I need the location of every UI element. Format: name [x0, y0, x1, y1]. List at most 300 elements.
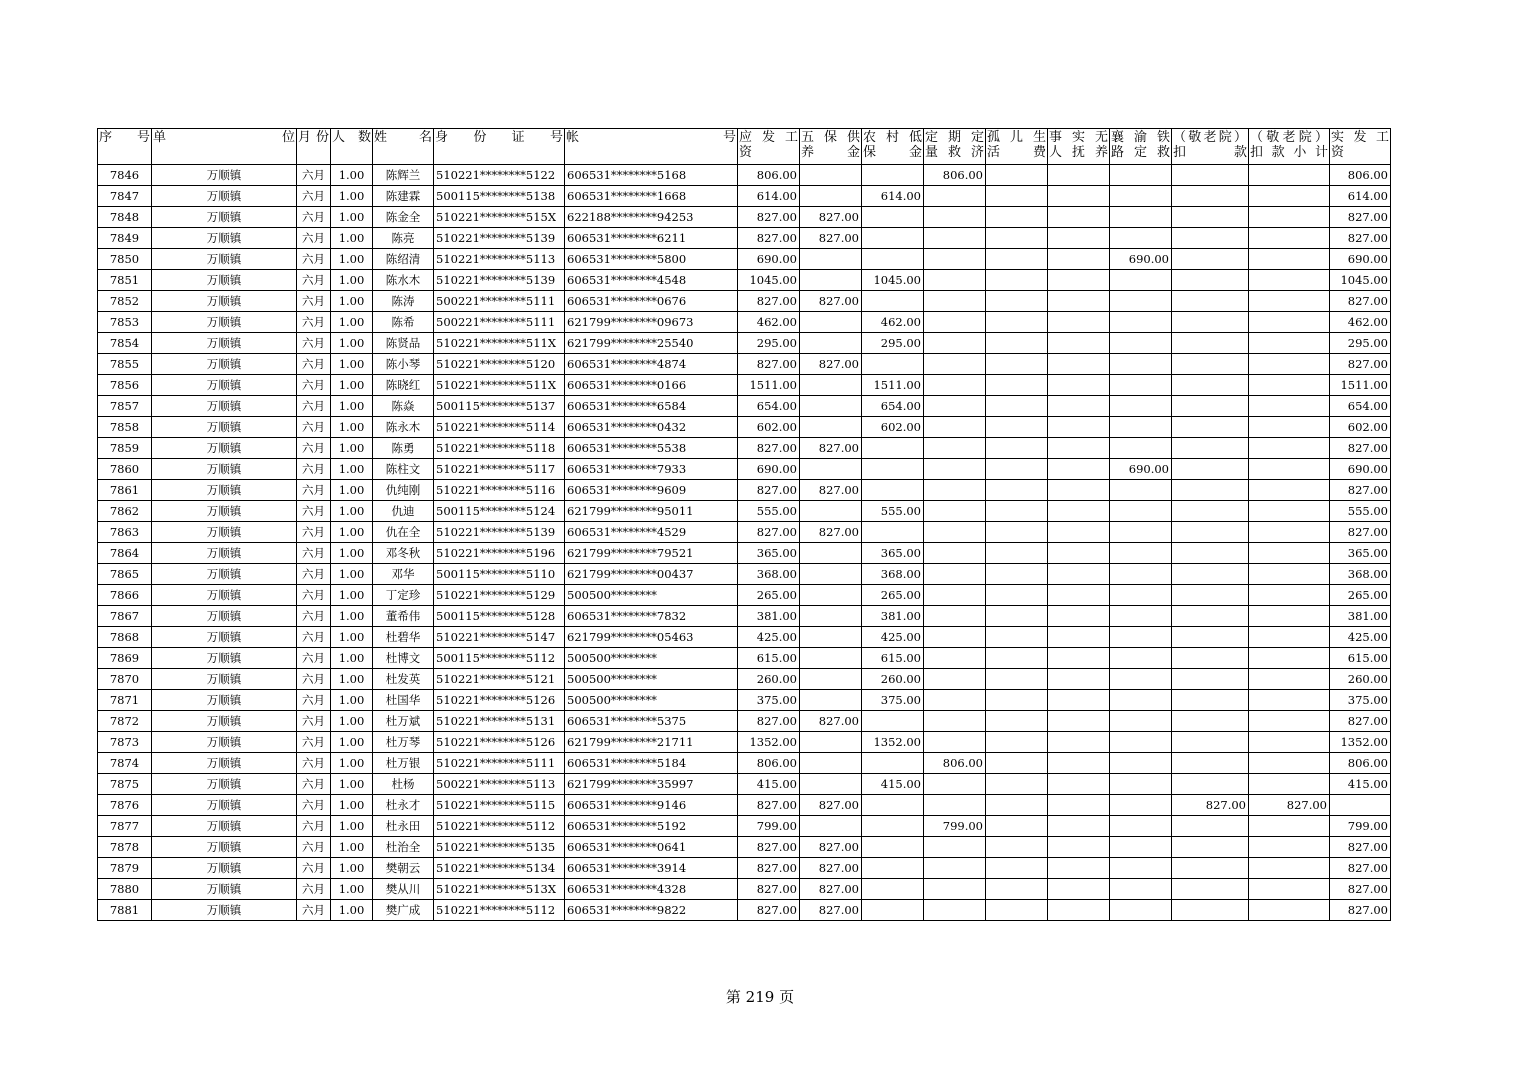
table-cell [800, 459, 862, 480]
table-cell: 7857 [98, 396, 152, 417]
table-cell: 295.00 [1330, 333, 1391, 354]
column-header [800, 129, 862, 165]
table-cell [800, 606, 862, 627]
table-cell: 杜万银 [373, 753, 434, 774]
table-cell [1048, 480, 1110, 501]
table-cell: 六月 [297, 459, 331, 480]
table-cell [862, 816, 924, 837]
table-row [98, 606, 1391, 627]
table-cell: 六月 [297, 228, 331, 249]
table-cell [1110, 795, 1172, 816]
table-cell [1048, 228, 1110, 249]
table-cell: 杜万斌 [373, 711, 434, 732]
table-cell: 827.00 [1249, 795, 1330, 816]
table-cell: 368.00 [1330, 564, 1391, 585]
table-cell: 陈勇 [373, 438, 434, 459]
table-cell: 510221********5129 [434, 585, 565, 606]
table-cell: 1.00 [331, 312, 373, 333]
table-cell: 1.00 [331, 228, 373, 249]
table-cell [1110, 774, 1172, 795]
table-row [98, 165, 1391, 186]
table-cell [1048, 165, 1110, 186]
table-cell [924, 186, 986, 207]
table-cell [1172, 900, 1249, 921]
table-cell: 690.00 [1330, 459, 1391, 480]
table-cell [862, 354, 924, 375]
column-header-label: 实 发 工 [1331, 130, 1389, 145]
table-cell [1249, 270, 1330, 291]
table-cell [1048, 417, 1110, 438]
table-cell: 827.00 [738, 522, 800, 543]
column-header-sublabel: 路 定 救 [1111, 145, 1170, 160]
table-cell: 陈水木 [373, 270, 434, 291]
table-cell: 万顺镇 [152, 396, 297, 417]
table-cell [1110, 837, 1172, 858]
table-cell [924, 480, 986, 501]
table-cell: 六月 [297, 186, 331, 207]
table-cell: 1.00 [331, 627, 373, 648]
table-cell: 万顺镇 [152, 501, 297, 522]
table-cell [986, 186, 1048, 207]
table-cell [986, 417, 1048, 438]
table-cell: 368.00 [862, 564, 924, 585]
table-cell [924, 858, 986, 879]
table-cell [1110, 270, 1172, 291]
table-cell: 415.00 [738, 774, 800, 795]
table-cell: 827.00 [800, 900, 862, 921]
table-cell [800, 249, 862, 270]
table-cell: 827.00 [800, 879, 862, 900]
table-cell [1249, 564, 1330, 585]
table-cell: 1.00 [331, 333, 373, 354]
table-cell: 606531********6211 [565, 228, 738, 249]
table-cell: 621799********35997 [565, 774, 738, 795]
table-cell [1172, 438, 1249, 459]
table-row [98, 900, 1391, 921]
table-row [98, 858, 1391, 879]
table-cell [1110, 438, 1172, 459]
column-header-label: （敬老院） [1173, 130, 1247, 145]
table-cell [800, 165, 862, 186]
column-header-label: 襄 渝 铁 [1111, 130, 1170, 145]
table-cell: 六月 [297, 879, 331, 900]
table-cell [1048, 564, 1110, 585]
table-cell: 7860 [98, 459, 152, 480]
table-cell: 827.00 [738, 795, 800, 816]
table-cell [1249, 879, 1330, 900]
table-cell [924, 606, 986, 627]
table-cell [924, 522, 986, 543]
table-cell: 500500******** [565, 585, 738, 606]
table-cell [1048, 732, 1110, 753]
table-cell: 万顺镇 [152, 648, 297, 669]
table-cell [800, 732, 862, 753]
table-cell [1048, 753, 1110, 774]
table-cell [924, 459, 986, 480]
table-cell [986, 291, 1048, 312]
table-cell [986, 669, 1048, 690]
table-cell: 1511.00 [1330, 375, 1391, 396]
table-cell [1249, 858, 1330, 879]
table-cell: 1352.00 [862, 732, 924, 753]
table-cell: 1.00 [331, 648, 373, 669]
table-cell: 827.00 [1330, 480, 1391, 501]
table-cell: 万顺镇 [152, 879, 297, 900]
table-cell: 7873 [98, 732, 152, 753]
table-row [98, 438, 1391, 459]
table-cell: 415.00 [862, 774, 924, 795]
table-cell: 樊朝云 [373, 858, 434, 879]
table-cell: 六月 [297, 858, 331, 879]
column-header-label: 农 村 低 [863, 130, 922, 145]
table-cell: 六月 [297, 438, 331, 459]
table-cell [1110, 627, 1172, 648]
table-cell: 陈建霖 [373, 186, 434, 207]
table-cell: 827.00 [738, 837, 800, 858]
table-cell [924, 627, 986, 648]
table-cell [862, 795, 924, 816]
table-cell [986, 690, 1048, 711]
table-cell [1110, 900, 1172, 921]
table-cell: 425.00 [738, 627, 800, 648]
table-row [98, 816, 1391, 837]
column-header [1330, 129, 1391, 165]
table-cell: 7875 [98, 774, 152, 795]
table-cell: 375.00 [862, 690, 924, 711]
column-header [1172, 129, 1249, 165]
column-header-label: 定 期 定 [925, 130, 984, 145]
table-cell [986, 228, 1048, 249]
table-cell: 六月 [297, 900, 331, 921]
table-cell: 陈贤品 [373, 333, 434, 354]
table-cell [800, 396, 862, 417]
table-cell: 1.00 [331, 669, 373, 690]
table-cell [1110, 312, 1172, 333]
table-cell [1172, 564, 1249, 585]
table-cell: 806.00 [1330, 753, 1391, 774]
table-cell [986, 753, 1048, 774]
table-cell: 615.00 [862, 648, 924, 669]
table-cell: 606531********5184 [565, 753, 738, 774]
table-cell [862, 459, 924, 480]
table-cell [986, 837, 1048, 858]
column-header [862, 129, 924, 165]
table-cell: 六月 [297, 396, 331, 417]
table-cell [924, 501, 986, 522]
table-cell: 510221********5112 [434, 900, 565, 921]
table-cell: 六月 [297, 837, 331, 858]
column-header-sublabel: 保 金 [863, 145, 922, 160]
table-cell: 690.00 [738, 249, 800, 270]
table-cell: 602.00 [738, 417, 800, 438]
table-cell: 806.00 [738, 165, 800, 186]
table-cell: 614.00 [738, 186, 800, 207]
table-cell: 555.00 [862, 501, 924, 522]
table-cell [1172, 459, 1249, 480]
column-header [1110, 129, 1172, 165]
table-cell [1048, 585, 1110, 606]
table-cell: 500221********5113 [434, 774, 565, 795]
table-cell: 六月 [297, 774, 331, 795]
table-cell [924, 732, 986, 753]
table-cell: 265.00 [738, 585, 800, 606]
table-cell [862, 438, 924, 459]
table-cell: 7846 [98, 165, 152, 186]
table-cell: 606531********4874 [565, 354, 738, 375]
table-cell [1172, 396, 1249, 417]
table-cell [1249, 585, 1330, 606]
table-cell [924, 774, 986, 795]
table-cell [1110, 522, 1172, 543]
table-cell [1110, 732, 1172, 753]
table-cell: 827.00 [800, 480, 862, 501]
column-header-label: 五 保 供 [801, 130, 860, 145]
table-cell [1048, 522, 1110, 543]
table-cell: 万顺镇 [152, 858, 297, 879]
table-cell: 827.00 [1330, 837, 1391, 858]
table-cell: 510221********5126 [434, 732, 565, 753]
column-header [738, 129, 800, 165]
table-cell: 六月 [297, 816, 331, 837]
column-header-sublabel: 资 [1331, 145, 1345, 160]
table-cell: 万顺镇 [152, 606, 297, 627]
table-cell: 606531********5800 [565, 249, 738, 270]
table-cell [924, 900, 986, 921]
table-cell: 500115********5124 [434, 501, 565, 522]
table-cell: 606531********9146 [565, 795, 738, 816]
table-cell [1110, 753, 1172, 774]
table-cell: 7855 [98, 354, 152, 375]
table-row [98, 627, 1391, 648]
table-cell: 827.00 [800, 354, 862, 375]
table-cell: 六月 [297, 165, 331, 186]
table-cell: 425.00 [1330, 627, 1391, 648]
table-cell: 7847 [98, 186, 152, 207]
table-cell [1172, 312, 1249, 333]
table-cell: 陈绍清 [373, 249, 434, 270]
table-cell [1110, 858, 1172, 879]
column-header-label: （敬老院） [1250, 130, 1328, 145]
table-cell: 606531********9822 [565, 900, 738, 921]
column-header-label: 应 发 工 [739, 130, 798, 145]
table-row [98, 333, 1391, 354]
table-cell: 万顺镇 [152, 627, 297, 648]
table-cell: 万顺镇 [152, 732, 297, 753]
table-cell: 1511.00 [738, 375, 800, 396]
table-cell: 1352.00 [738, 732, 800, 753]
table-cell: 827.00 [1330, 900, 1391, 921]
table-cell [1110, 816, 1172, 837]
table-cell [1172, 354, 1249, 375]
table-cell [1249, 774, 1330, 795]
table-cell: 7867 [98, 606, 152, 627]
table-cell [1249, 900, 1330, 921]
table-cell [924, 795, 986, 816]
table-cell: 365.00 [738, 543, 800, 564]
table-cell: 806.00 [924, 165, 986, 186]
table-cell [1110, 291, 1172, 312]
table-cell: 827.00 [1330, 354, 1391, 375]
table-cell: 806.00 [1330, 165, 1391, 186]
table-cell [986, 501, 1048, 522]
column-header-sublabel: 扣 款 小 计 [1250, 145, 1328, 160]
table-cell [986, 606, 1048, 627]
table-cell: 606531********5192 [565, 816, 738, 837]
table-cell: 1.00 [331, 270, 373, 291]
table-cell [862, 249, 924, 270]
table-cell: 六月 [297, 312, 331, 333]
column-header-sublabel: 人 抚 养 [1049, 145, 1108, 160]
table-cell [1110, 165, 1172, 186]
table-cell [1249, 627, 1330, 648]
table-cell: 555.00 [738, 501, 800, 522]
table-cell: 827.00 [738, 291, 800, 312]
table-cell: 万顺镇 [152, 753, 297, 774]
table-cell [924, 690, 986, 711]
table-cell: 621799********21711 [565, 732, 738, 753]
table-cell [1172, 627, 1249, 648]
table-cell: 万顺镇 [152, 228, 297, 249]
table-cell: 827.00 [738, 480, 800, 501]
table-cell: 7871 [98, 690, 152, 711]
table-cell: 六月 [297, 354, 331, 375]
table-cell [1172, 879, 1249, 900]
table-cell: 1.00 [331, 543, 373, 564]
column-header [98, 129, 152, 165]
table-cell [1172, 732, 1249, 753]
table-cell: 万顺镇 [152, 900, 297, 921]
table-cell [924, 564, 986, 585]
table-cell: 杜治全 [373, 837, 434, 858]
table-cell [1048, 438, 1110, 459]
column-header [331, 129, 373, 165]
table-cell: 1.00 [331, 711, 373, 732]
table-cell: 500115********5128 [434, 606, 565, 627]
table-cell: 万顺镇 [152, 165, 297, 186]
table-cell: 827.00 [1330, 291, 1391, 312]
table-cell [800, 648, 862, 669]
column-header-sublabel: 养 金 [801, 145, 860, 160]
table-cell: 606531********7832 [565, 606, 738, 627]
table-cell: 仇在全 [373, 522, 434, 543]
table-row [98, 312, 1391, 333]
table-cell: 500500******** [565, 669, 738, 690]
table-cell: 7851 [98, 270, 152, 291]
table-cell: 690.00 [738, 459, 800, 480]
table-cell: 1.00 [331, 522, 373, 543]
table-cell [1048, 606, 1110, 627]
table-cell: 827.00 [800, 438, 862, 459]
table-row [98, 522, 1391, 543]
table-cell: 六月 [297, 711, 331, 732]
table-cell: 500500******** [565, 648, 738, 669]
table-row [98, 732, 1391, 753]
table-cell [1172, 501, 1249, 522]
table-row [98, 753, 1391, 774]
table-cell: 六月 [297, 270, 331, 291]
table-cell [862, 879, 924, 900]
table-cell [1249, 459, 1330, 480]
table-cell: 万顺镇 [152, 690, 297, 711]
table-cell: 606531********0676 [565, 291, 738, 312]
table-cell [1172, 837, 1249, 858]
table-cell [924, 879, 986, 900]
table-cell [862, 837, 924, 858]
table-cell: 1.00 [331, 249, 373, 270]
table-cell: 510221********511X [434, 333, 565, 354]
table-cell: 万顺镇 [152, 816, 297, 837]
table-cell [1249, 669, 1330, 690]
column-header [565, 129, 738, 165]
table-cell: 万顺镇 [152, 354, 297, 375]
table-cell: 510221********5116 [434, 480, 565, 501]
table-cell: 万顺镇 [152, 669, 297, 690]
table-cell [800, 753, 862, 774]
table-cell [1172, 249, 1249, 270]
table-cell: 杜永才 [373, 795, 434, 816]
table-cell [1048, 396, 1110, 417]
table-cell [1172, 186, 1249, 207]
table-cell: 415.00 [1330, 774, 1391, 795]
table-cell: 606531********5538 [565, 438, 738, 459]
table-cell: 1.00 [331, 207, 373, 228]
table-cell [986, 312, 1048, 333]
table-cell: 1045.00 [1330, 270, 1391, 291]
table-cell: 万顺镇 [152, 711, 297, 732]
table-cell [862, 480, 924, 501]
table-cell: 365.00 [862, 543, 924, 564]
table-cell: 1352.00 [1330, 732, 1391, 753]
table-cell: 827.00 [1330, 522, 1391, 543]
table-cell [800, 543, 862, 564]
table-cell: 827.00 [800, 795, 862, 816]
table-row [98, 669, 1391, 690]
table-cell [1048, 690, 1110, 711]
table-cell [986, 732, 1048, 753]
table-cell: 六月 [297, 753, 331, 774]
table-cell [924, 207, 986, 228]
table-cell: 606531********7933 [565, 459, 738, 480]
table-cell [1249, 711, 1330, 732]
table-cell [1172, 333, 1249, 354]
table-cell: 510221********5139 [434, 270, 565, 291]
table-cell [1048, 816, 1110, 837]
table-cell: 365.00 [1330, 543, 1391, 564]
table-row [98, 207, 1391, 228]
table-cell [1110, 543, 1172, 564]
table-cell: 万顺镇 [152, 564, 297, 585]
table-cell: 606531********5375 [565, 711, 738, 732]
table-cell [1048, 858, 1110, 879]
table-cell: 7869 [98, 648, 152, 669]
table-header [98, 129, 1391, 165]
table-row [98, 543, 1391, 564]
table-cell [1048, 375, 1110, 396]
table-cell [1172, 753, 1249, 774]
table-cell [986, 774, 1048, 795]
table-cell: 万顺镇 [152, 837, 297, 858]
table-cell: 621799********00437 [565, 564, 738, 585]
table-cell [1110, 228, 1172, 249]
table-cell: 1.00 [331, 900, 373, 921]
table-cell [1249, 417, 1330, 438]
table-cell [1048, 249, 1110, 270]
header-row [98, 129, 1391, 165]
table-row [98, 690, 1391, 711]
table-cell [1172, 165, 1249, 186]
table-cell: 510221********5126 [434, 690, 565, 711]
table-cell: 510221********5113 [434, 249, 565, 270]
